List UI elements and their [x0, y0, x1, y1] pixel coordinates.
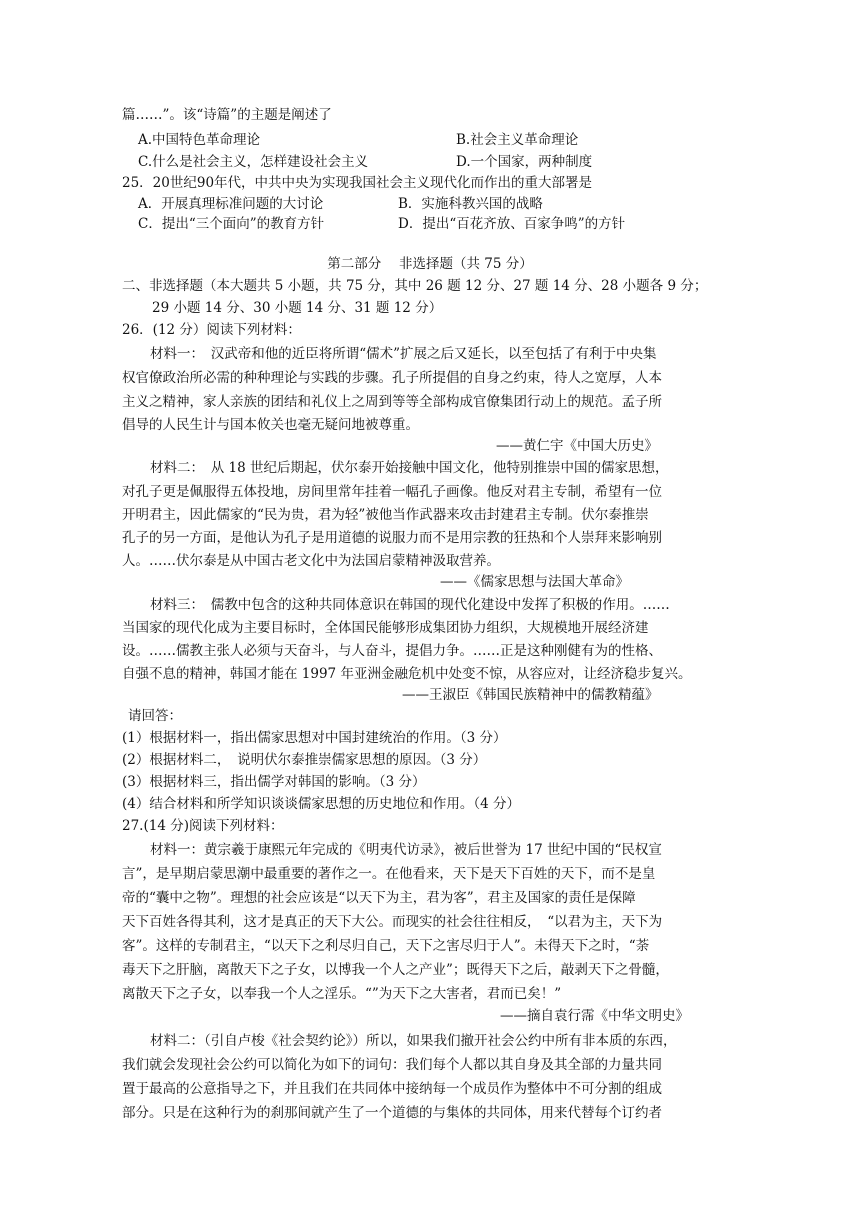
q26-material1-source: ——黄仁宇《中国大历史》	[496, 438, 658, 454]
q27-material2-line: 部分。只是在这种行为的刹那间就产生了一个道德的与集体的共同体，用来代替每个订约者	[122, 1105, 662, 1121]
part2-title: 第二部分 非选择题（共 75 分）	[327, 256, 533, 272]
q26-material2-line: 人。……伏尔泰是从中国古老文化中为法国启蒙精神汲取营养。	[122, 553, 500, 569]
q25-option-a: A．开展真理标准问题的大讨论	[138, 196, 324, 212]
q26-material3-line: 材料三： 儒教中包含的这种共同体意识在韩国的现代化建设中发挥了积极的作用。……	[150, 597, 670, 613]
q27-material1-line: 天下百姓各得其利，这才是真正的天下大公。而现实的社会往往相反， “以君为主，天下为	[122, 914, 663, 930]
q27-material1-line: 材料一：黄宗羲于康熙元年完成的《明夷代访录》，被后世誉为 17 世纪中国的“民权宣	[150, 842, 662, 858]
q24-option-a: A.中国特色革命理论	[138, 132, 261, 148]
q27-heading: 27.(14 分)阅读下列材料：	[122, 818, 284, 834]
q27-material1-source: ——摘自袁行霈《中华文明史》	[500, 1008, 689, 1024]
q26-question-2: (2）根据材料二， 说明伏尔泰推崇儒家思想的原因。（3 分）	[122, 752, 487, 768]
q24-stem-tail: 篇……”。该“诗篇”的主题是阐述了	[122, 107, 332, 123]
q26-ask: 请回答：	[128, 708, 182, 724]
q26-material2-line: 开明君主，因此儒家的“民为贵，君为轻”被他当作武器来攻击封建君主专制。伏尔泰推崇	[122, 507, 649, 523]
q26-material2-line: 对孔子更是佩服得五体投地，房间里常年挂着一幅孔子画像。他反对君主专制，希望有一位	[122, 484, 662, 500]
q27-material1-line: 客”。这样的专制君主，“以天下之利尽归自己，天下之害尽归于人”。未得天下之时，“荼	[122, 938, 650, 954]
q24-option-b: B.社会主义革命理论	[456, 132, 579, 148]
q27-material1-line: 离散天下之子女，以奉我一个人之淫乐。“”为天下之大害者，君而已矣！”	[122, 986, 562, 1002]
q26-material3-line: 当国家的现代化成为主要目标时，全体国民能够形成集团协力组织，大规模地开展经济建	[122, 620, 649, 636]
q27-material2-line: 我们就会发现社会公约可以简化为如下的词句：我们每个人都以其自身及其全部的力量共同	[122, 1057, 662, 1073]
q26-material3-line: 自强不息的精神，韩国才能在 1997 年亚洲金融危机中处变不惊，从容应对，让经济稳步复兴。	[122, 666, 692, 682]
q26-material3-line: 设。……儒教主张人必须与天奋斗，与人奋斗，提倡力争。……正是这种刚健有为的性格、	[122, 643, 662, 659]
q27-material1-line: 帝的“囊中之物”。理想的社会应该是“以天下为主，君为客”，君主及国家的责任是保障	[122, 890, 636, 906]
part2-intro-line-2: 29 小题 14 分、30 小题 14 分、31 题 12 分）	[152, 300, 443, 316]
q26-material1-line: 主义之精神，家人亲族的团结和礼仪上之周到等等全部构成官僚集团行动上的规范。孟子所	[122, 394, 662, 410]
q27-material2-line: 置于最高的公意指导之下，并且我们在共同体中接纳每一个成员作为整体中不可分割的组成	[122, 1081, 662, 1097]
q26-material2-line: 材料二： 从 18 世纪后期起，伏尔泰开始接触中国文化，他特别推崇中国的儒家思想，	[150, 460, 669, 476]
q24-option-c: C.什么是社会主义，怎样建设社会主义	[138, 154, 369, 170]
q26-material1-line: 材料一： 汉武帝和他的近臣将所谓“儒术”扩展之后又延长，以至包括了有利于中央集	[150, 346, 657, 362]
q25-option-c: C．提出“三个面向”的教育方针	[138, 216, 325, 232]
q26-material2-source: ——《儒家思想与法国大革命》	[440, 574, 629, 590]
part2-intro-line-1: 二、非选择题（本大题共 5 小题，共 75 分，其中 26 题 12 分、27 题 14 分、28 小题各 9 分；	[122, 278, 708, 294]
q25-stem: 25．20世纪90年代，中共中央为实现我国社会主义现代化而作出的重大部署是	[122, 175, 593, 191]
q25-option-b: B．实施科教兴国的战略	[398, 196, 543, 212]
q27-material1-line: 毒天下之肝脑，离散天下之子女，以博我一个人之产业”；既得天下之后，敲剥天下之骨髓，	[122, 962, 669, 978]
q25-option-d: D．提出“百花齐放、百家争鸣”的方针	[398, 216, 626, 232]
q26-question-4: (4）结合材料和所学知识谈谈儒家思想的历史地位和作用。（4 分）	[122, 796, 520, 812]
q26-material2-line: 孔子的另一方面，是他认为孔子是用道德的说服力而不是用宗教的狂热和个人崇拜来影响别	[122, 530, 662, 546]
q27-material1-line: 言”，是早期启蒙思潮中最重要的著作之一。在他看来，天下是天下百姓的天下，而不是皇	[122, 866, 656, 882]
q26-material1-line: 权官僚政治所必需的种种理论与实践的步骤。孔子所提倡的自身之约束，待人之宽厚，人本	[122, 370, 662, 386]
q26-question-3: (3）根据材料三，指出儒学对韩国的影响。（3 分）	[122, 774, 426, 790]
q26-question-1: (1）根据材料一，指出儒家思想对中国封建统治的作用。（3 分）	[122, 730, 507, 746]
q27-material2-line: 材料二：（引自卢梭《社会契约论》）所以，如果我们撤开社会公约中所有非本质的东西，	[150, 1033, 677, 1049]
q26-material3-source: ——王淑臣《韩国民族精神中的儒教精蕴》	[402, 687, 659, 703]
q26-heading: 26．(12 分）阅读下列材料：	[122, 322, 301, 338]
q24-option-d: D.一个国家，两种制度	[456, 154, 593, 170]
q26-material1-line: 倡导的人民生计与国本攸关也毫无疑问地被尊重。	[122, 417, 419, 433]
